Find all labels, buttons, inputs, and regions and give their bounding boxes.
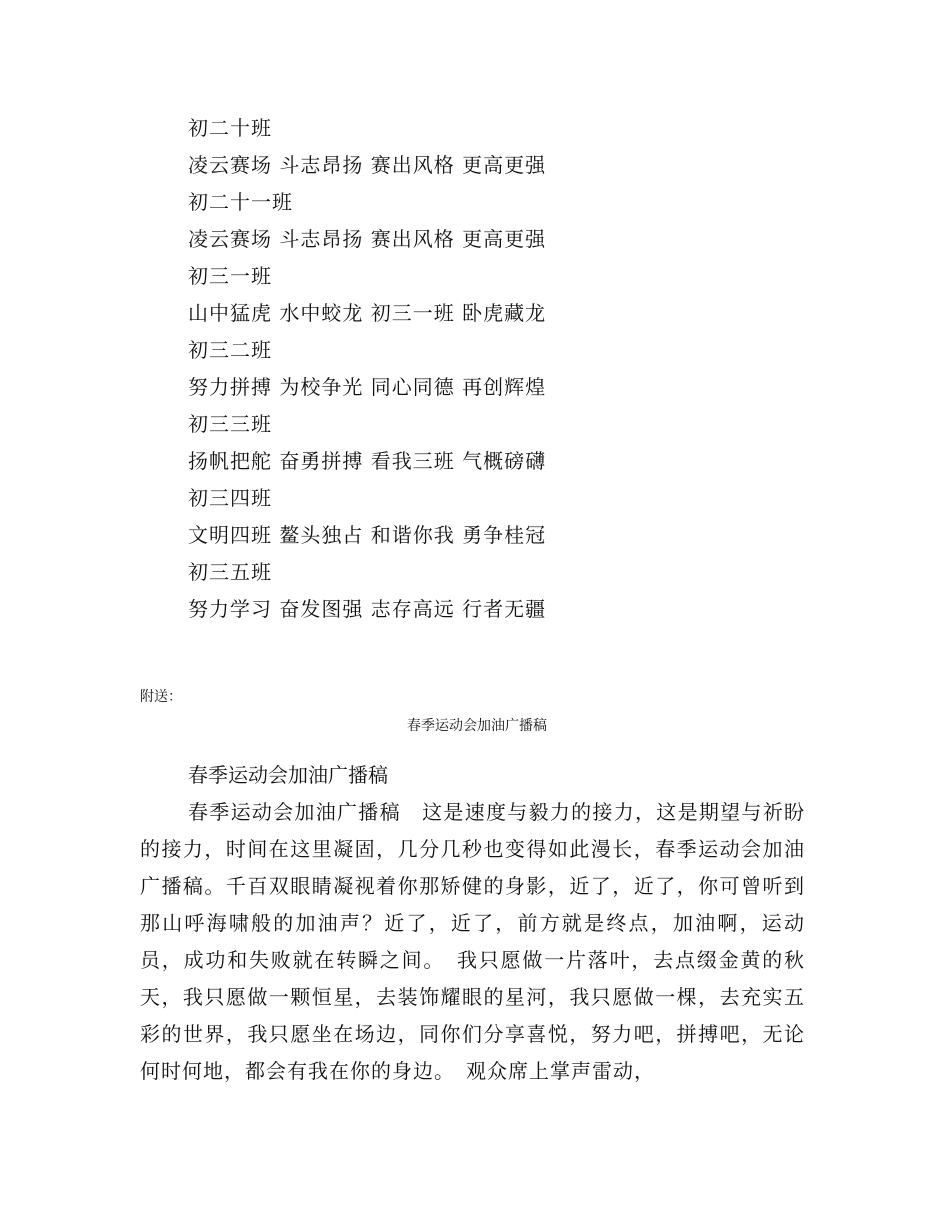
article-heading: 春季运动会加油广播稿 [188,763,388,787]
class-slogan: 努力学习 奋发图强 志存高远 行者无疆 [188,597,547,621]
class-slogan: 凌云赛场 斗志昂扬 赛出风格 更高更强 [188,153,547,177]
class-slogan: 文明四班 鳌头独占 和谐你我 勇争桂冠 [188,523,547,547]
class-slogan: 山中猛虎 水中蛟龙 初三一班 卧虎藏龙 [188,301,547,325]
class-slogan: 努力拼搏 为校争光 同心同德 再创辉煌 [188,375,547,399]
class-slogan: 扬帆把舵 奋勇拼搏 看我三班 气概磅礴 [188,449,547,473]
class-name: 初三二班 [188,338,272,362]
class-name: 初二十一班 [188,190,293,214]
class-name: 初三四班 [188,486,272,510]
document-title-text: 春季运动会加油广播稿 [407,718,547,734]
class-slogan-list [188,110,808,628]
document-title [0,716,950,736]
article-body: 春季运动会加油广播稿 这是速度与毅力的接力，这是期望与祈盼的接力，时间在这里凝固，几分几秒也变得如此漫长，春季运动会加油广播稿。千百双眼睛凝视着你那矫健的身影，近了，近了，你可曾听到那山呼海啸般的加油声？近了，近了，前方就是终点，加油啊，运动员，成功和失败就在转瞬之间。 我只愿做一片落叶，去点缀金黄的秋天，我只愿做一颗恒星，去装饰耀眼的星河，我只愿做一棵，去充实五彩的世界，我只愿坐在场边，同你们分享喜悦，努力吧，拼搏吧，无论何时何地，都会有我在你的身边。 观众席上掌声雷动， [140,800,805,1083]
class-name: 初三三班 [188,412,272,436]
class-slogan: 凌云赛场 斗志昂扬 赛出风格 更高更强 [188,227,547,251]
appendix-label: 附送： [140,689,182,705]
class-name: 初三一班 [188,264,272,288]
class-name: 初三五班 [188,560,272,584]
class-name: 初二十班 [188,116,272,140]
article [140,757,805,1090]
